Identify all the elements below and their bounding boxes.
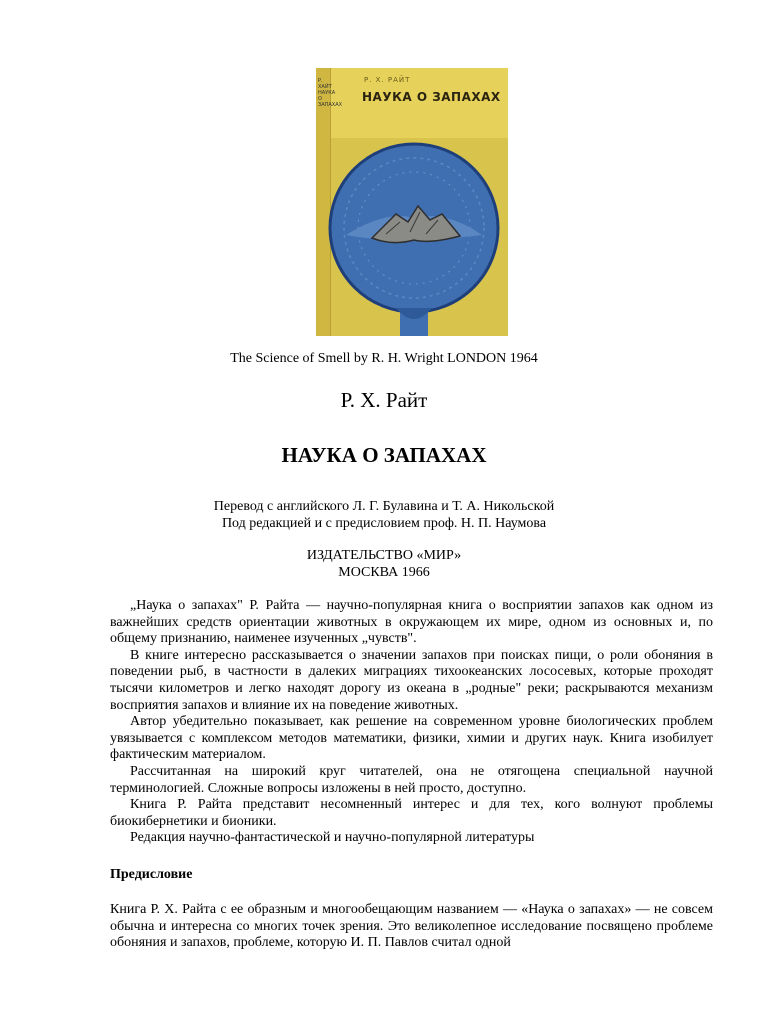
preface-paragraph: Книга Р. Х. Райта с ее образным и многообещающим названием — «Наука о запахах» — не совсем обычна и интересна со многих точек зрения. Это великолепное исследование посвящено проблеме обоняния и запахов, проблеме, которую И. П. Павлов считал одной xyxy=(110,902,713,951)
preface-text xyxy=(110,902,713,952)
cover-title: НАУКА О ЗАПАХАХ xyxy=(362,90,501,104)
publisher-name: ИЗДАТЕЛЬСТВО «МИР» xyxy=(306,548,462,563)
cover-spine-text: Р. ХАЙТ НАУКА О ЗАПАХАХ xyxy=(318,78,343,108)
preface-heading: Предисловие xyxy=(110,867,193,882)
original-edition-caption: The Science of Smell by R. H. Wright LONDON 1964 xyxy=(230,351,538,366)
cover-author: Р. Х. РАЙТ xyxy=(364,76,411,84)
book-cover-image xyxy=(316,68,508,336)
annotation-text xyxy=(110,598,713,847)
editor-credit: Под редакцией и с предисловием проф. Н. П. Наумова xyxy=(221,516,547,531)
annotation-paragraph: Рассчитанная на широкий круг читателей, она не отягощена специальной научной терминологией. Сложные вопросы изложены в ней просто, доступно. xyxy=(110,763,713,796)
annotation-paragraph: Редакция научно-фантастической и научно-популярной литературы xyxy=(130,830,535,846)
translation-credit: Перевод с английского Л. Г. Булавина и Т. А. Никольской xyxy=(213,499,555,514)
book-author: Р. Х. Райт xyxy=(340,388,428,412)
publication-city-year: МОСКВА 1966 xyxy=(338,565,430,580)
annotation-paragraph: Книга Р. Райта представит несомненный интерес и для тех, кого волнуют проблемы биокибернетики и бионики. xyxy=(110,797,713,829)
cover-globe-illustration xyxy=(326,140,502,336)
book-title: НАУКА О ЗАПАХАХ xyxy=(281,443,487,467)
annotation-paragraph: В книге интересно рассказывается о значении запахов при поисках пищи, о роли обоняния в поведении рыб, в частности в далеких миграциях тихоокеанских лососевых, которые проходят тысячи километров и легко находят дорогу из океана в „родные" реки; раскрываются механизм восприятия запахов и влияние их на поведение животных. xyxy=(110,647,713,713)
annotation-paragraph: Автор убедительно показывает, как решение на современном уровне биологических проблем увязывается с комплексом методов математики, физики, химии и других наук. Книга изобилует фактическим материалом. xyxy=(110,714,713,763)
annotation-paragraph: „Наука о запахах" Р. Райта — научно-популярная книга о восприятии запахов как одном из важнейших средств ориентации животных в окружающем их мире, одном из основных и, по общему признанию, наименее изученных „чувств". xyxy=(110,598,713,647)
